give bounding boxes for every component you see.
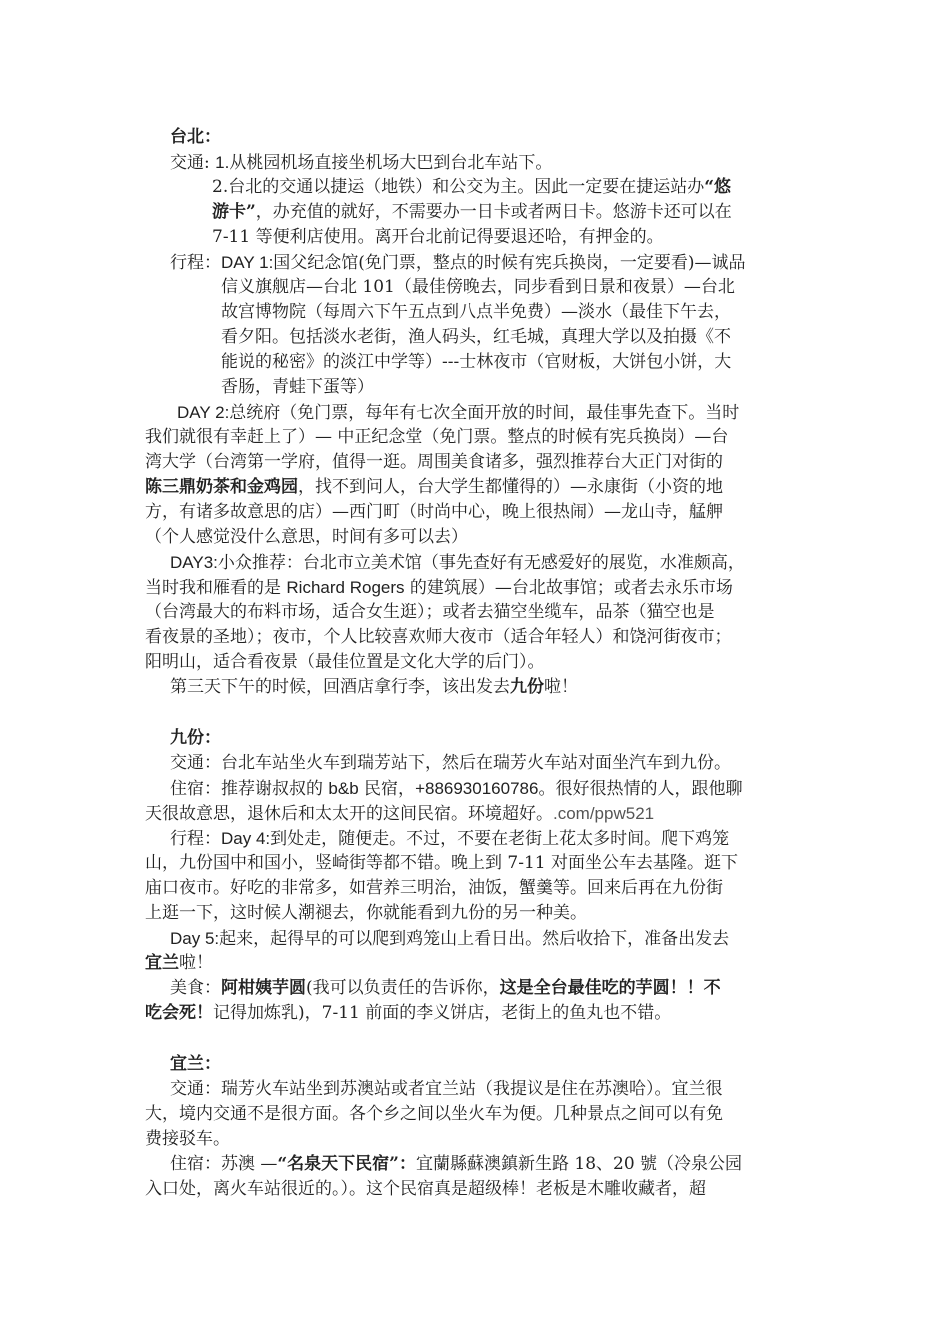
taipei-day2-line-5: 方，有诸多故意思的店）—西门町（时尚中心，晚上很热闹）—龙山寺，艋舺 [145,502,723,522]
taipei-day2-line-4: 陈三鼎奶茶和金鸡园，找不到问人，台大学生都懂得的）—永康街（小资的地 [145,477,723,497]
taipei-day1-line-2: 信义旗舰店—台北 101（最佳傍晚去，同步看到日景和夜景）—台北 [221,277,735,297]
taipei-day3-line-2: 当时我和雁看的是 Richard Rogers 的建筑展）—台北故事馆；或者去永乐市场 [145,578,733,598]
taipei-transport-line-4: 7-11 等便利店使用。离开台北前记得要退还哈，有押金的。 [212,227,664,247]
taipei-day1-line-3: 故宫博物院（每周六下午五点到八点半免费）—淡水（最佳下午去， [221,302,731,322]
taipei-day2-line-3: 湾大学（台湾第一学府，值得一逛。周围美食诸多，强烈推荐台大正门对街的 [145,452,723,472]
jiufen-transport-line: 交通：台北车站坐火车到瑞芳站下，然后在瑞芳火车站对面坐汽车到九份。 [170,753,731,773]
jiufen-food-line-1: 美食：阿柑姨芋圆(我可以负责任的告诉你，这是全台最佳吃的芋圆！！不 [170,978,721,998]
taipei-day3-line-1: DAY3:小众推荐：台北市立美术馆（事先查好有无感爱好的展览，水准颇高， [170,553,745,573]
jiufen-day4-line-2: 山，九份国中和国小，竖崎街等都不错。晚上到 7-11 对面坐公车去基隆。逛下 [145,853,738,873]
section-heading-taipei: 台北： [170,127,221,147]
jiufen-day5-line-2: 宜兰啦！ [145,953,213,973]
yilan-transport-line-1: 交通：瑞芳火车站坐到苏澳站或者宜兰站（我提议是住在苏澳哈）。宜兰很 [170,1079,723,1099]
jiufen-food-line-2: 吃会死！记得加炼乳)，7-11 前面的李义饼店，老街上的鱼丸也不错。 [145,1003,672,1023]
jiufen-day4-line-3: 庙口夜市。好吃的非常多，如营养三明治，油饭，蟹羹等。回来后再在九份街 [145,878,723,898]
taipei-day1-line-5: 能说的秘密》的淡江中学等）---士林夜市（官财板，大饼包小饼，大 [221,352,732,372]
taipei-day3-line-5: 阳明山，适合看夜景（最佳位置是文化大学的后门）。 [145,652,545,672]
section-heading-yilan: 宜兰： [170,1054,221,1074]
taipei-transport-line-1: 交通: 1.从桃园机场直接坐机场大巴到台北车站下。 [170,153,553,173]
jiufen-day4-line-1: 行程：Day 4:到处走，随便走。不过，不要在老街上花太多时间。爬下鸡笼 [170,829,730,849]
taipei-day1-line-4: 看夕阳。包括淡水老街，渔人码头，红毛城，真理大学以及拍摄《不 [221,327,731,347]
taipei-day2-line-2: 我们就很有幸赶上了）— 中正纪念堂（免门票。整点的时候有宪兵换岗）—台 [145,427,729,447]
jiufen-day4-line-4: 上逛一下，这时候人潮褪去，你就能看到九份的另一种美。 [145,903,587,923]
taipei-day2-line-6: （个人感觉没什么意思，时间有多可以去） [145,527,468,547]
taipei-day1-line-6: 香肠，青蛙下蛋等） [221,377,374,397]
taipei-day2-line-1: DAY 2:总统府（免门票，每年有七次全面开放的时间，最佳事先查下。当时 [177,403,740,423]
taipei-transport-line-2: 2.台北的交通以捷运（地铁）和公交为主。因此一定要在捷运站办“悠 [212,177,731,197]
jiufen-lodging-line-2: 天很故意思，退休后和太太开的这间民宿。环境超好。.com/ppw521 [145,804,655,824]
taipei-day3-line-4: 看夜景的圣地）；夜市，个人比较喜欢师大夜市（适合年轻人）和饶河街夜市； [145,627,732,647]
yilan-lodging-line-2: 入口处，离火车站很近的。）。这个民宿真是超级棒！老板是木雕收藏者，超 [145,1179,706,1199]
yilan-lodging-line-1: 住宿：苏澳 —“名泉天下民宿”：宜蘭縣蘇澳鎮新生路 18、20 號（冷泉公园 [170,1154,743,1174]
yilan-transport-line-3: 费接驳车。 [145,1129,230,1149]
taipei-day3-line-3: （台湾最大的布料市场，适合女生逛）；或者去猫空坐缆车，品茶（猫空也是 [145,602,715,622]
yilan-transport-line-2: 大，境内交通不是很方面。各个乡之间以坐火车为便。几种景点之间可以有免 [145,1104,723,1124]
jiufen-lodging-line-1: 住宿：推荐谢叔叔的 b&b 民宿，+886930160786。很好很热情的人，跟他聊 [170,779,743,799]
section-heading-jiufen: 九份： [170,728,221,748]
jiufen-lodging-url: .com/ppw521 [553,804,655,823]
jiufen-day5-line-1: Day 5:起来，起得早的可以爬到鸡笼山上看日出。然后收拾下，准备出发去 [170,929,730,949]
taipei-transport-line-3: 游卡”，办充值的就好，不需要办一日卡或者两日卡。悠游卡还可以在 [212,202,732,222]
taipei-closing-line: 第三天下午的时候，回酒店拿行李，该出发去九份啦！ [170,677,578,697]
taipei-day1-line-1: 行程：DAY 1:国父纪念馆(免门票，整点的时候有宪兵换岗，一定要看)—诚品 [170,253,746,273]
